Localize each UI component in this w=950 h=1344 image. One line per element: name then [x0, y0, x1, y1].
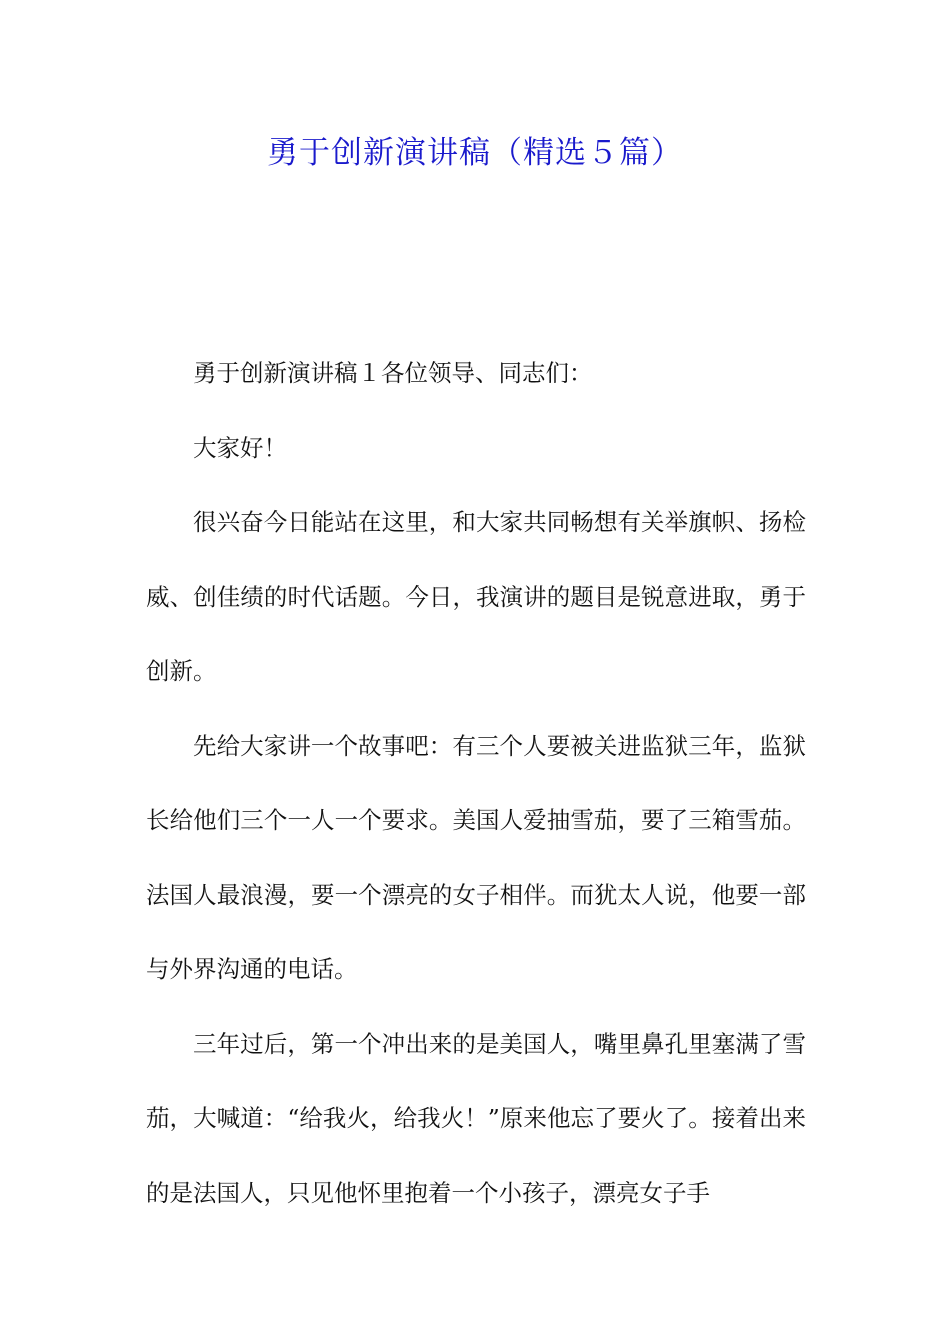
paragraph-heading: 勇于创新演讲稿１各位领导、同志们： [193, 359, 593, 387]
paragraph: 先给大家讲一个故事吧：有三个人要被关进监狱三年，监狱长给他们三个一人一个要求。美国人爱抽雪茄，要了三箱雪茄。法国人最浪漫，要一个漂亮的女子相伴。而犹太人说，他要一部与外界沟通的电话。 [146, 731, 806, 983]
document-body [146, 336, 806, 1230]
paragraph-greeting: 大家好！ [193, 433, 287, 462]
paragraph: 三年过后，第一个冲出来的是美国人，嘴里鼻孔里塞满了雪茄，大喊道：“给我火，给我火！”原来他忘了要火了。接着出来的是法国人，只见他怀里抱着一个小孩子，漂亮女子手 [146, 1029, 806, 1207]
paragraph: 很兴奋今日能站在这里，和大家共同畅想有关举旗帜、扬检威、创佳绩的时代话题。今日，我演讲的题目是锐意进取，勇于创新。 [146, 508, 806, 685]
document-title: 勇于创新演讲稿（精选５篇） [267, 135, 683, 171]
